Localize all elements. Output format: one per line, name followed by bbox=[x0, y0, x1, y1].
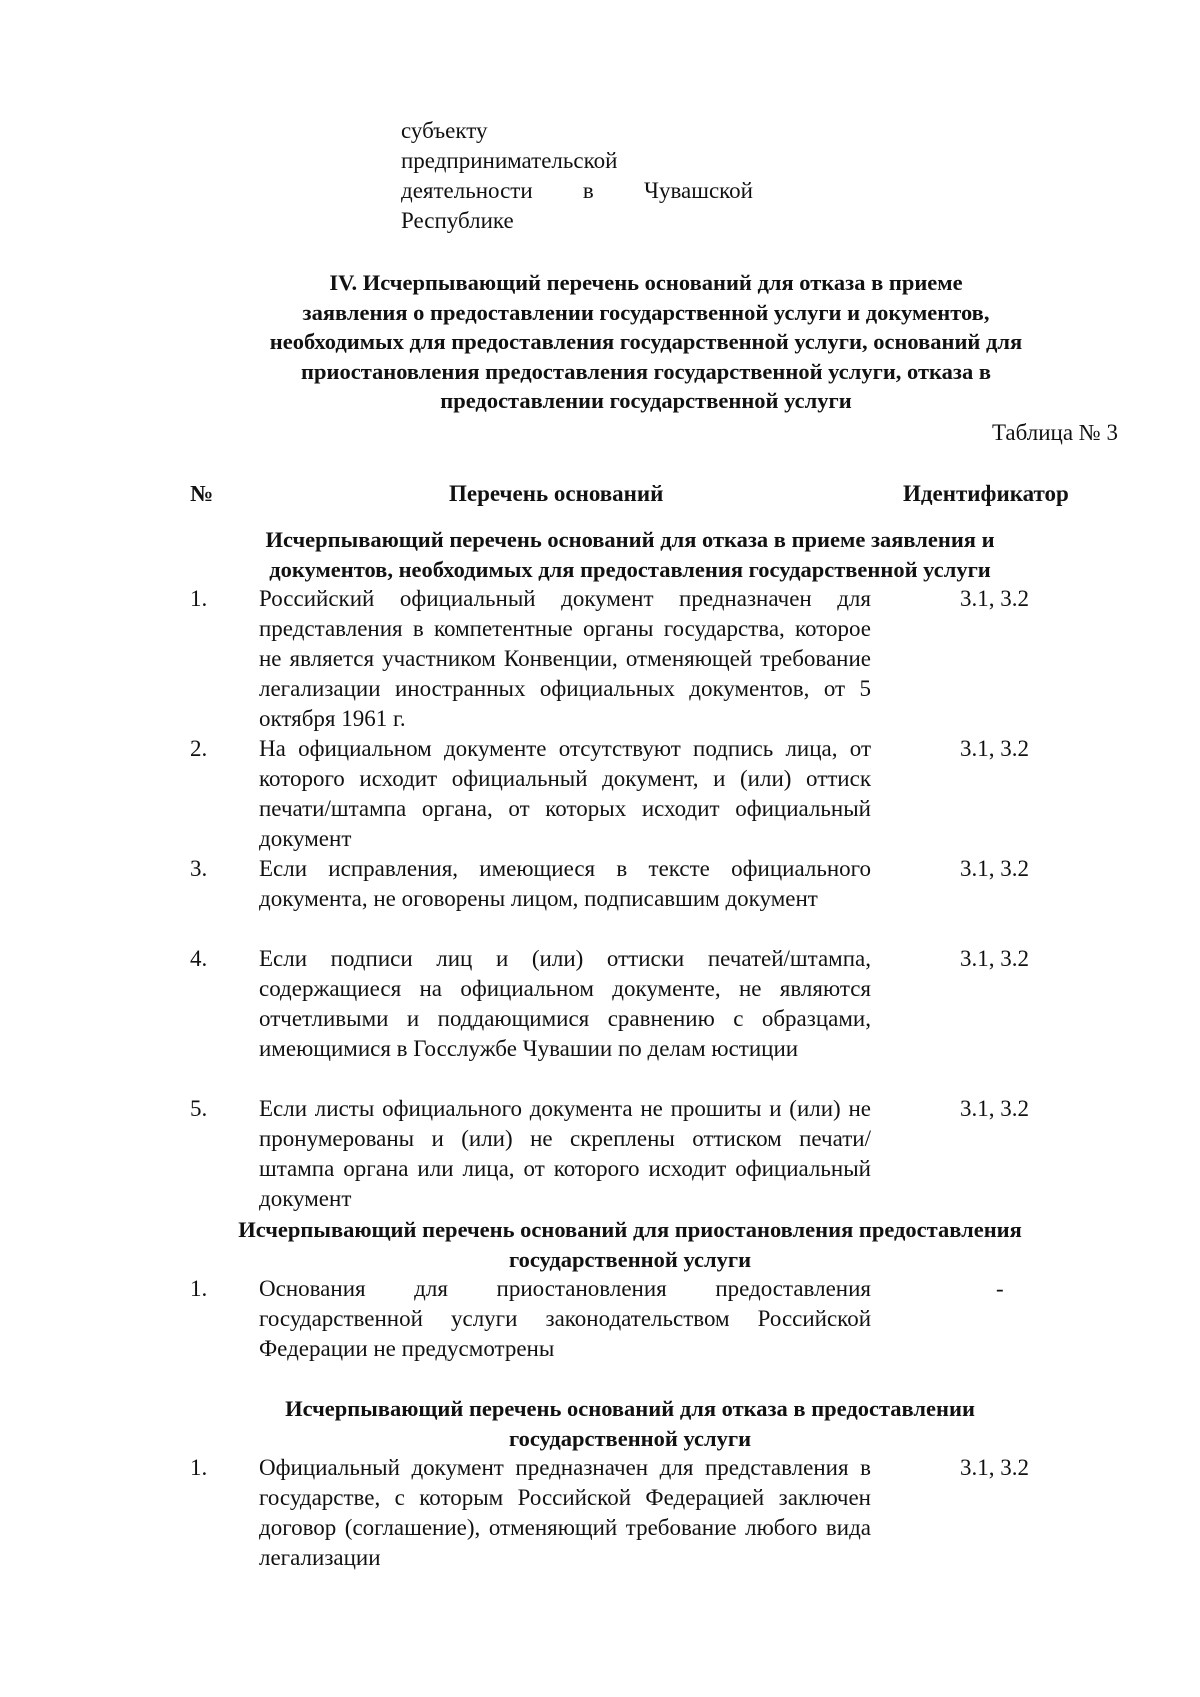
section-title-line: необходимых для предоставления государственной услуги, оснований для bbox=[269, 329, 1023, 354]
column-header-list: Перечень оснований bbox=[449, 481, 664, 506]
row-number: 1. bbox=[190, 586, 208, 611]
row-identifier: 3.1, 3.2 bbox=[960, 1096, 1029, 1121]
carryover-line: субъекту bbox=[401, 118, 488, 143]
group-title-line: государственной услуги bbox=[508, 1247, 752, 1272]
group-title-line: Исчерпывающий перечень оснований для отказа в предоставлении bbox=[285, 1396, 975, 1421]
row-text: Официальный документ предназначен для представления в государстве, с которым Российской Федерацией заключен договор (соглашение), отменяющий требование любого вида легализации bbox=[259, 1455, 871, 1570]
section-title-line: заявления о предоставлении государственной услуги и документов, bbox=[302, 299, 990, 325]
column-header-identifier: Идентификатор bbox=[903, 481, 1069, 506]
carryover-text bbox=[401, 116, 753, 236]
row-text: На официальном документе отсутствуют подпись лица, от которого исходит официальный документ, и (или) оттиск печати/штампа органа, от которых исходит официальный документ bbox=[259, 736, 871, 851]
group-title-line: Исчерпывающий перечень оснований для отказа в приеме заявления и bbox=[265, 527, 995, 552]
row-number: 5. bbox=[190, 1096, 208, 1121]
section-title-line: предоставлении государственной услуги bbox=[440, 388, 852, 413]
group-title bbox=[160, 525, 1100, 585]
row-text: Если подписи лиц и (или) оттиски печатей/штампа, содержащиеся на официальном документе, не являются отчетливыми и поддающимися сравнению с образцами, имеющимися в Госслужбе Чувашии по делам юстиции bbox=[259, 946, 871, 1061]
group-title-line: государственной услуги bbox=[508, 1426, 752, 1451]
row-number: 1. bbox=[190, 1276, 208, 1301]
section-title bbox=[196, 268, 1096, 416]
section-title-line: приостановления предоставления государственной услуги, отказа в bbox=[301, 358, 991, 384]
carryover-line: деятельности в Чувашской bbox=[401, 178, 753, 203]
row-identifier: 3.1, 3.2 bbox=[960, 1455, 1029, 1480]
carryover-line: Республике bbox=[401, 208, 514, 233]
row-number: 1. bbox=[190, 1455, 208, 1480]
row-identifier: 3.1, 3.2 bbox=[960, 946, 1029, 971]
group-title bbox=[160, 1215, 1100, 1275]
group-title bbox=[160, 1394, 1100, 1454]
row-identifier: 3.1, 3.2 bbox=[960, 856, 1029, 881]
group-title-line: Исчерпывающий перечень оснований для приостановления предоставления bbox=[238, 1217, 1022, 1242]
row-number: 2. bbox=[190, 736, 208, 761]
row-identifier: 3.1, 3.2 bbox=[960, 736, 1029, 761]
group-title-line: документов, необходимых для предоставления государственной услуги bbox=[269, 557, 991, 582]
row-text: Основания для приостановления предоставления государственной услуги законодательством Российской Федерации не предусмотрены bbox=[259, 1276, 871, 1361]
section-title-line: IV. Исчерпывающий перечень оснований для отказа в приеме bbox=[329, 270, 963, 295]
row-identifier: 3.1, 3.2 bbox=[960, 586, 1029, 611]
row-identifier: - bbox=[996, 1276, 1004, 1301]
row-text: Если исправления, имеющиеся в тексте официального документа, не оговорены лицом, подписавшим документ bbox=[259, 856, 871, 911]
row-text: Если листы официального документа не прошиты и (или) не пронумерованы и (или) не скреплены оттиском печати/штампа органа или лица, от которого исходит официальный документ bbox=[259, 1096, 871, 1211]
column-header-number: № bbox=[190, 481, 214, 506]
row-number: 3. bbox=[190, 856, 208, 881]
carryover-line: предпринимательской bbox=[401, 148, 618, 173]
table-caption: Таблица № 3 bbox=[991, 420, 1118, 445]
row-number: 4. bbox=[190, 946, 208, 971]
row-text: Российский официальный документ предназначен для представления в компетентные органы государства, которое не является участником Конвенции, отменяющей требование легализации иностранных официальных документов, от 5 октября 1961 г. bbox=[259, 586, 871, 731]
